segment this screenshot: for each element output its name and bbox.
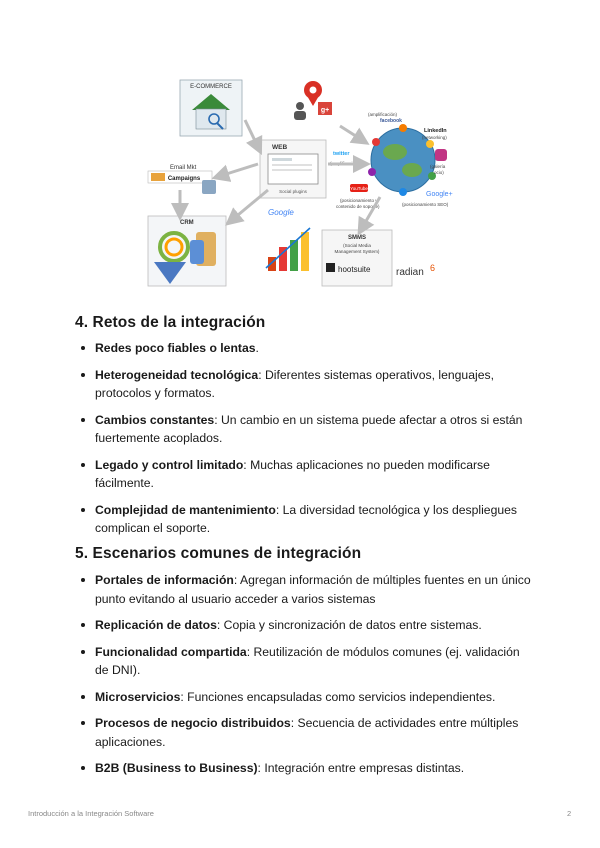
contenido-label: contenido de soporte) [336, 204, 380, 209]
item-desc: : Integración entre empresas distintas. [257, 761, 465, 775]
list-item [95, 643, 535, 680]
item-term: B2B (Business to Business) [95, 761, 258, 775]
amplificacion-label: (amplificación) [368, 112, 398, 117]
google-plus-label: Google+ [426, 191, 453, 198]
item-desc: : Copia y sincronización de datos entre sistemas. [216, 618, 482, 632]
web-node [260, 140, 326, 198]
seo-label: (posicionamiento SEO) [402, 202, 449, 207]
smms-node [322, 230, 392, 286]
google-label: Google [268, 208, 294, 217]
galeria-label: (galería [430, 164, 446, 169]
google-logo [268, 208, 294, 217]
item-desc: : La diversidad tecnológica y los despliegues complican el soporte. [95, 502, 518, 535]
list-item [95, 616, 535, 635]
crm-node [148, 216, 226, 286]
item-term: Funcionalidad compartida [95, 644, 247, 659]
web-label: WEB [272, 144, 288, 151]
list-item [95, 339, 535, 358]
youtube-label: YouTube [350, 186, 368, 191]
item-term: Redes poco fiables o lentas [95, 341, 256, 355]
smms-desc-1: (Social Media [343, 243, 371, 248]
smms-desc-2: Management System) [334, 249, 380, 254]
section-5-list [95, 571, 535, 786]
list-item [95, 714, 535, 751]
list-item [95, 411, 535, 448]
item-term: Complejidad de mantenimiento [95, 502, 276, 517]
section-4-list [95, 339, 535, 546]
instagram-icon [435, 149, 447, 161]
item-desc: : Diferentes sistemas operativos, lenguajes, protocolos y formatos. [95, 367, 494, 400]
item-term: Microservicios [95, 689, 181, 704]
item-desc: . [255, 341, 259, 355]
linkedin-label: LinkedIn [424, 128, 447, 134]
crm-label: CRM [180, 220, 194, 226]
list-item [95, 759, 535, 778]
page-number: 2 [567, 809, 572, 818]
twitter-label: twitter [333, 151, 350, 157]
radian-num: 6 [430, 263, 436, 273]
item-desc: : Agregan información de múltiples fuentes en un único punto evitando al usuario acceder a varios sistemas [95, 573, 531, 606]
ecommerce-label: E-COMMERCE [190, 84, 232, 90]
ocio-label: ocio) [434, 170, 444, 175]
social-plugins-label: Social plugins [279, 189, 307, 194]
email-mkt-label: Email Mkt [170, 165, 197, 171]
svg-text:g+: g+ [320, 107, 330, 114]
campaigns-label: Campaigns [167, 176, 201, 182]
item-term: Replicación de datos [95, 618, 217, 632]
integration-diagram [140, 72, 462, 290]
item-term: Portales de información [95, 573, 234, 587]
footer-title: Introducción a la Integración Software [28, 809, 154, 818]
item-term: Procesos de negocio distribuidos [95, 716, 291, 730]
posicionamiento-label: (posicionamiento y [340, 198, 378, 203]
list-item [95, 571, 535, 608]
section-4-title: 4. Retos de la integración [75, 314, 266, 331]
item-term: Heterogeneidad tecnológica [95, 367, 259, 382]
item-term: Cambios constantes [95, 412, 215, 427]
list-item [95, 688, 535, 707]
item-desc: : Funciones encapsuladas como servicios independientes. [180, 689, 496, 704]
item-desc: : Un cambio en un sistema puede afectar a otros si están fuertemente acoplados. [95, 412, 523, 445]
ecommerce-node [180, 80, 242, 136]
facebook-label: facebook [380, 118, 402, 124]
smms-label: SMMS [348, 235, 366, 241]
list-item [95, 501, 535, 538]
radian-label: radian [396, 267, 424, 278]
hootsuite-label: hootsuite [338, 265, 371, 274]
item-desc: : Secuencia de actividades entre múltiples aplicaciones. [95, 716, 519, 749]
amplificacion2-label: (amplificación) [330, 161, 360, 166]
list-item [95, 456, 535, 493]
section-5-title: 5. Escenarios comunes de integración [75, 545, 362, 562]
item-desc: : Muchas aplicaciones no pueden modificarse fácilmente. [95, 457, 490, 490]
item-term: Legado y control limitado [95, 457, 244, 472]
item-desc: : Reutilización de módulos comunes (ej. validación de DNI). [95, 644, 520, 677]
networking-label: (networking) [422, 135, 447, 140]
list-item [95, 366, 535, 403]
